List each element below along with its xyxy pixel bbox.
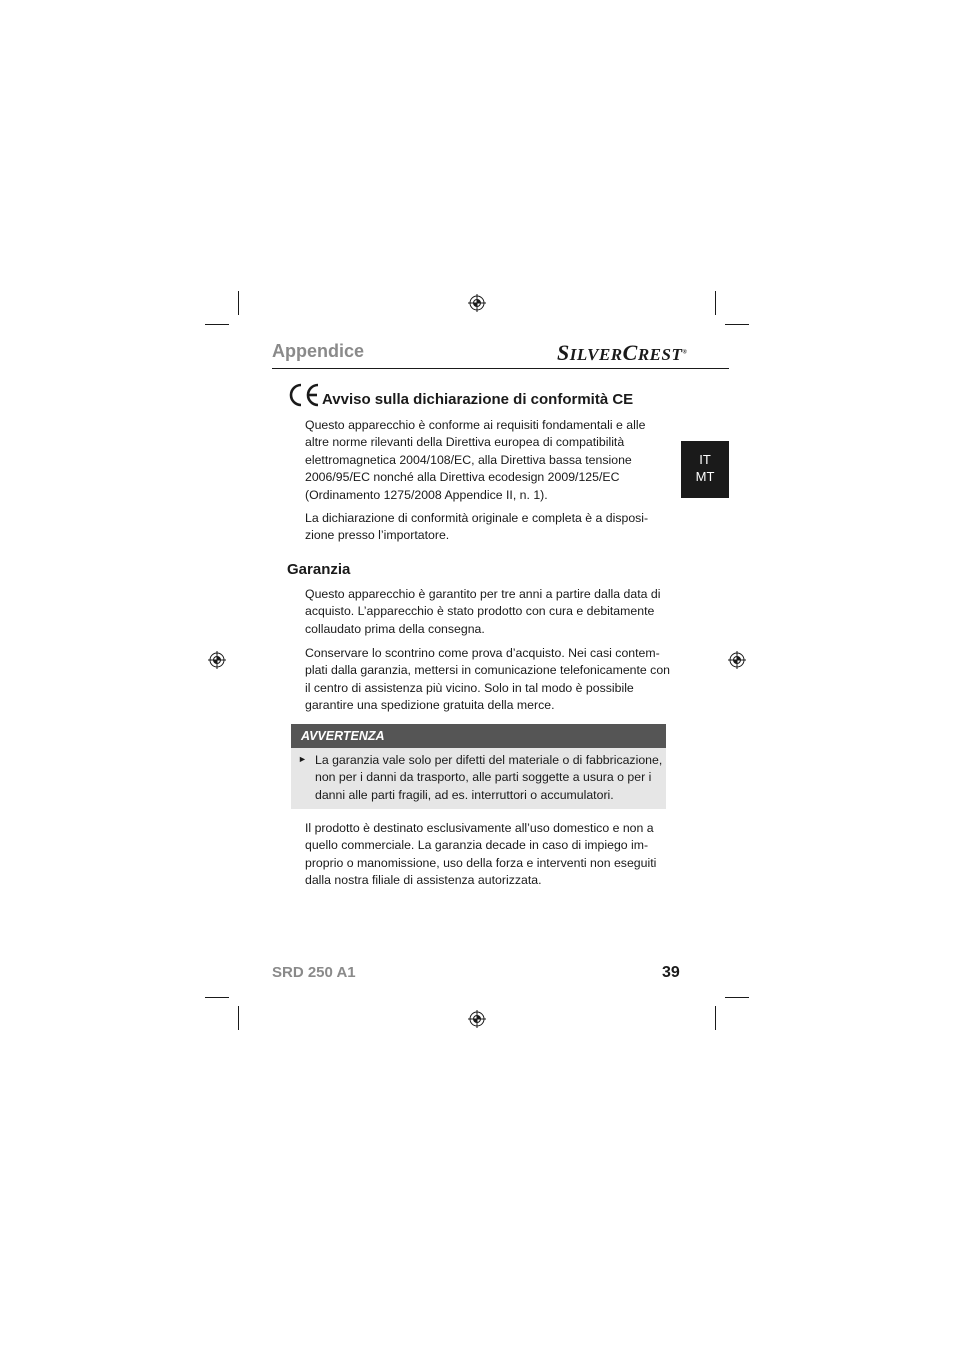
brand-initial: C [622, 340, 638, 365]
brand-initial: S [557, 340, 570, 365]
brand-logo [557, 340, 687, 366]
page-title: Appendice [272, 341, 365, 361]
warning-heading: AVVERTENZA [291, 724, 666, 748]
section-heading: Avviso sulla dichiarazione di conformità CE [322, 391, 634, 408]
paragraph: Il prodotto è destinato esclusivamente all’uso domestico e non a quello commerciale. La garanzia decade in caso di impiego im-proprio o manomissione, uso della forza e interventi non eseguiti dalla nostra filiale di assistenza autorizzata. [305, 821, 657, 888]
page-number: 39 [662, 964, 680, 981]
crop-mark [238, 291, 239, 315]
warning-text: La garanzia vale solo per difetti del materiale o di fabbricazione, non per i danni da trasporto, alle parti soggette a usura o per i danni alle parti fragili, ad es. interruttori o accumulatori. [315, 753, 663, 802]
language-tab [681, 441, 729, 498]
registered-symbol: ® [682, 349, 688, 356]
brand-text: REST [637, 345, 683, 364]
crop-mark [715, 1006, 716, 1030]
crop-mark [205, 997, 229, 998]
registration-mark-icon [728, 651, 746, 669]
language-code: MT [695, 469, 715, 484]
crop-mark [725, 324, 749, 325]
crop-mark [715, 291, 716, 315]
registration-mark-icon [208, 651, 226, 669]
bullet-arrow-icon: ► [298, 754, 307, 764]
paragraph: La dichiarazione di conformità originale e completa è a disposi-zione presso l’importatore. [305, 511, 649, 543]
crop-mark [725, 997, 749, 998]
registration-mark-icon [468, 294, 486, 312]
paragraph: Questo apparecchio è garantito per tre anni a partire dalla data di acquisto. L’apparecchio è stato prodotto con cura e debitamente collaudato prima della consegna. [305, 587, 661, 636]
model-number: SRD 250 A1 [272, 964, 356, 981]
header-divider [272, 368, 729, 369]
paragraph: Questo apparecchio è conforme ai requisiti fondamentali e alle altre norme rilevanti della Direttiva europea di compatibilità elettromagnetica 2004/108/EC, alla Direttiva bassa tensione 2006/95/EC nonché alla Direttiva ecodesign 2009/125/EC (Ordinamento 1275/2008 Appendice II, n. 1). [305, 418, 646, 502]
crop-mark [205, 324, 229, 325]
section-heading: Garanzia [287, 561, 351, 578]
paragraph: Conservare lo scontrino come prova d’acquisto. Nei casi contem-plati dalla garanzia, mettersi in comunicazione telefonicamente con il centro di assistenza più vicino. Solo in tal modo è possibile garantire una spedizione gratuita della merce. [305, 646, 671, 713]
registration-mark-icon [468, 1010, 486, 1028]
brand-text: ILVER [569, 345, 623, 364]
crop-mark [238, 1006, 239, 1030]
ce-mark-icon [286, 382, 320, 408]
language-code: IT [699, 452, 711, 467]
